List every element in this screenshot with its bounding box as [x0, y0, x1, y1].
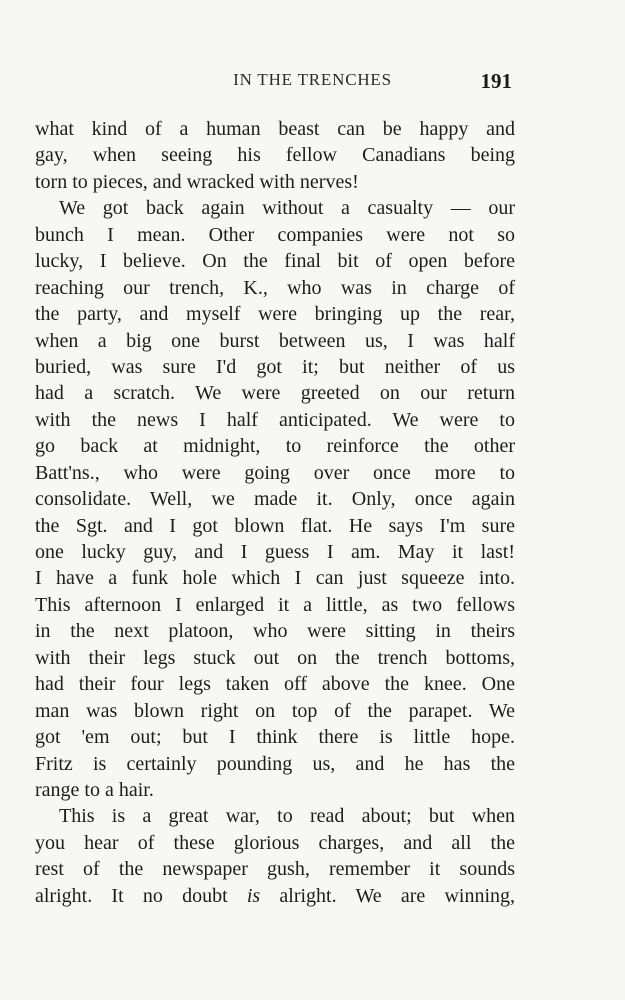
- text-line: This is a great war, to read about; but when: [59, 805, 515, 828]
- body-text: [35, 116, 515, 909]
- text-line: consolidate. Well, we made it. Only, once again: [35, 488, 515, 511]
- running-head: IN THE TRENCHES: [233, 70, 392, 89]
- text-line: We got back again without a casualty — our: [59, 197, 515, 220]
- text-line: with their legs stuck out on the trench bottoms,: [35, 646, 515, 669]
- text-line: rest of the newspaper gush, remember it sounds: [35, 858, 515, 881]
- text-fragment: alright. We are winning,: [260, 884, 516, 907]
- text-line: bunch I mean. Other companies were not so: [35, 223, 515, 246]
- text-line: buried, was sure I'd got it; but neither of us: [35, 355, 515, 378]
- page-header: [0, 70, 625, 98]
- text-line: Fritz is certainly pounding us, and he has the: [35, 752, 515, 775]
- text-line: lucky, I believe. On the final bit of open before: [35, 250, 515, 273]
- text-fragment: alright. It no doubt: [35, 884, 247, 907]
- text-line: what kind of a human beast can be happy and: [35, 118, 515, 140]
- text-line: torn to pieces, and wracked with nerves!: [35, 170, 359, 193]
- text-line: had their four legs taken off above the knee. One: [35, 673, 515, 696]
- text-line: This afternoon I enlarged it a little, as two fellows: [35, 593, 515, 616]
- text-line: Batt'ns., who were going over once more to: [35, 461, 515, 484]
- text-line: the Sgt. and I got blown flat. He says I'm sure: [35, 514, 515, 537]
- text-line: go back at midnight, to reinforce the other: [35, 435, 515, 458]
- text-line: when a big one burst between us, I was half: [35, 329, 515, 352]
- text-line: in the next platoon, who were sitting in theirs: [35, 620, 515, 643]
- text-line: man was blown right on top of the parapet. We: [35, 699, 515, 722]
- text-line: got 'em out; but I think there is little hope.: [35, 726, 515, 749]
- text-line: gay, when seeing his fellow Canadians being: [35, 144, 515, 167]
- page-number: 191: [480, 69, 512, 93]
- text-line: range to a hair.: [35, 778, 154, 801]
- text-line: with the news I half anticipated. We were to: [35, 408, 515, 431]
- text-line-with-italic: [35, 883, 515, 909]
- text-line: the party, and myself were bringing up the rear,: [35, 303, 515, 326]
- text-line: reaching our trench, K., who was in charge of: [35, 276, 515, 299]
- italic-word: is: [246, 884, 261, 907]
- text-line: I have a funk hole which I can just squeeze into.: [35, 567, 515, 590]
- text-line: had a scratch. We were greeted on our return: [35, 382, 515, 405]
- text-line: you hear of these glorious charges, and all the: [35, 831, 515, 854]
- text-line: one lucky guy, and I guess I am. May it last!: [35, 541, 515, 563]
